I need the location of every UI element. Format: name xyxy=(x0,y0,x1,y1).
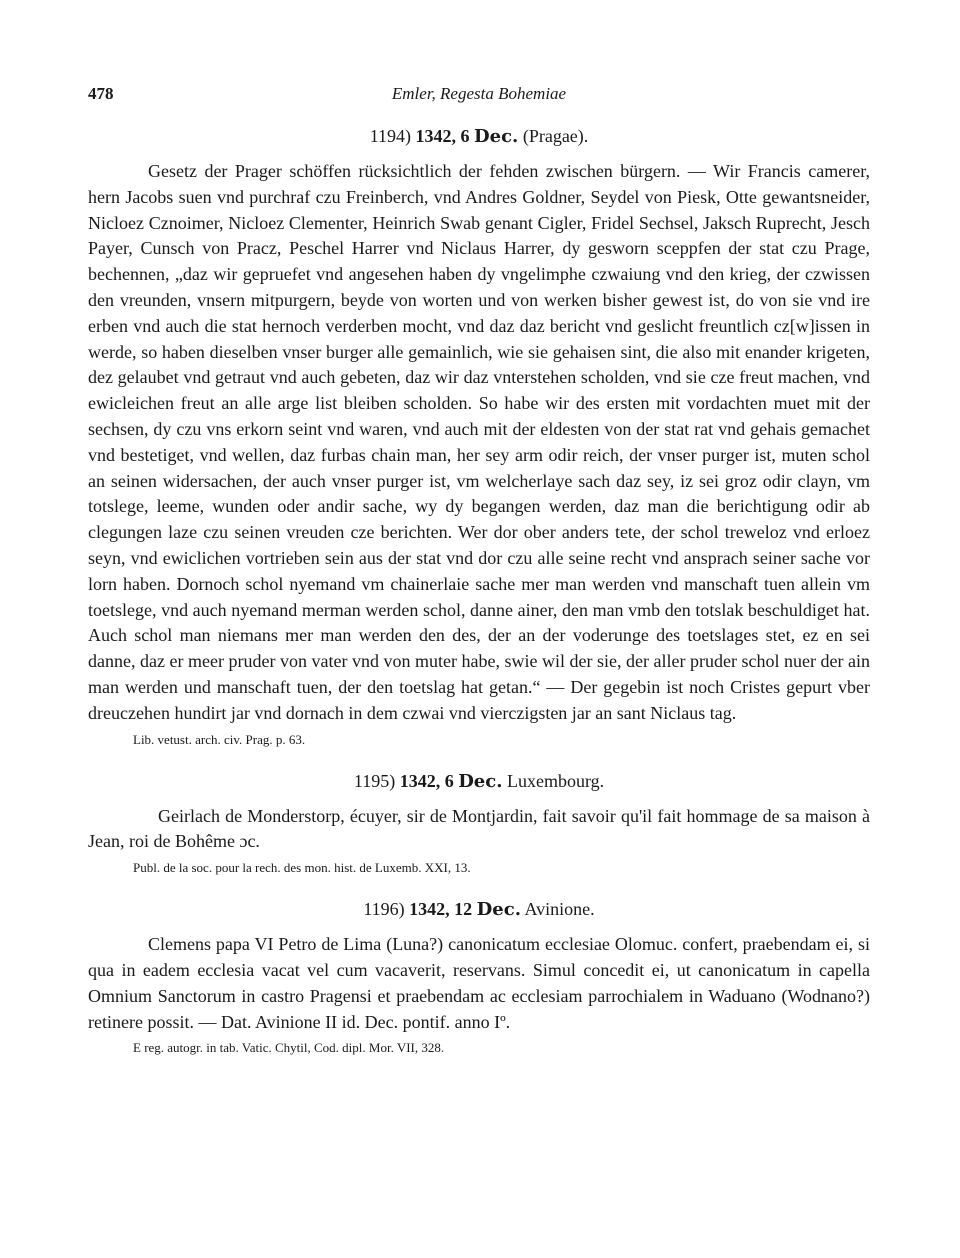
entry-number: 1196) xyxy=(363,899,405,920)
entry-text: Clemens papa VI Petro de Lima (Luna?) canonicatum ecclesiae Olomuc. confert, praebendam ei, si qua in eadem ecclesia vacat vel cum vacaverit, reservans. Simul concedit ei, ut canonicatum in capella Omnium Sanctorum in castro Pragensi et praebendam ac ecclesiam parrochialem in Waduano (Wodnano?) retinere possit. — Dat. Avinione II id. Dec. pontif. anno Iº. xyxy=(88,934,870,1032)
page-content xyxy=(88,126,870,1057)
entry-date: 1342, 6 xyxy=(399,770,454,791)
entry-place: Luxembourg. xyxy=(506,770,605,791)
entry-month: Dec. xyxy=(476,899,521,921)
running-title: Emler, Regesta Bohemiae xyxy=(391,84,567,103)
entry-place: Avinione. xyxy=(524,899,595,920)
entry-date: 1342, 12 xyxy=(409,899,473,920)
entry-text: Gesetz der Prager schöffen rücksichtlich der fehden zwischen bürgern. — Wir Francis camerer, hern Jacobs suen vnd purchraf czu Freinberch, vnd Andres Goldner, Seydel von Piesk, Otte gewantsneider, Nicloez Cznoimer, Nicloez Clementer, Heinrich Swab genant Cigler, Fridel Sechsel, Jaksch Ruprecht, Jesch Payer, Cunsch von Pracz, Peschel Harrer vnd Niclaus Harrer, dy gesworn sceppfen der stat czu Prage, bechennen, „daz wir gepruefet vnd angesehen haben dy vngelimphe czwaiung vnd den krieg, der czwissen den vreunden, vnsern mitpurgern, beyde von worten und von werken bisher gewest ist, do von sie vnd ire erben vnd auch die stat hernoch verderben mocht, vnd daz daz bericht vnd geslicht freuntlich cz[w]issen in werde, so haben dieselben vnser burger alle gemainlich, wie sie gehaisen sint, die also mit enander krigeten, dez gelaubet vnd getraut vnd auch gebeten, daz wir daz vnterstehen scholden, vnd sie cze freut machen, vnd ewicleichen freut an alle arge list bleiben scholden. So habe wir des ersten mit vordachten muet mit der sechsen, dy czu vns erkorn seint vnd waren, vnd auch mit der eldesten von der stat rat vnd gehais gemachet vnd bestetiget, vnd wellen, daz furbas chain man, her sey arm odir reich, der vnser purger ist, muten schol an seinen widersachen, der auch vnser purger ist, vm welcherlaye sach daz sey, iz sei groz odir clayn, vm totslege, leeme, wunden oder andir sache, wy dy begangen werden, daz man die berichtigung odir ab clegungen laze czu seinen vreuden cze berichten. Wer dor ober anders tete, der schol treweloz vnd erloez seyn, vnd ewiclichen vortrieben sein aus der stat vnd dor czu alle seine recht vnd ansprach seiner sache vor lorn haben. Dornoch schol nyemand vm chainerlaie sache mer man werden vnd manschaft tuen allein vm toetslege, vnd auch nyemand merman werden schol, danne ainer, den man vmb den totslak beschuldiget hat. Auch schol man niemans mer man werden den des, der an der voderunge des toetslages stet, ez en sei danne, daz er meer pruder von vater vnd von muter habe, swie wil der sie, der aller pruder schol nuer der ain man werden und manschaft tuen, der den toetslag hat getan.“ — Der gegebin ist noch Cristes gepurt vber dreuczehen hundirt jar vnd dornach in dem czwai vnd vierczigsten jar an sant Niclaus tag. xyxy=(88,161,870,723)
regest-entry-1194 xyxy=(88,126,870,749)
entry-date: 1342, 6 xyxy=(415,126,470,146)
entry-number: 1195) xyxy=(353,770,396,791)
entry-heading xyxy=(88,899,870,920)
regest-entry-1195 xyxy=(88,771,870,878)
entry-month: Dec. xyxy=(474,126,519,147)
running-head xyxy=(88,84,870,108)
entry-source: Lib. vetust. arch. civ. Prag. p. 63. xyxy=(133,731,306,747)
entry-text: Geirlach de Monderstorp, écuyer, sir de Montjardin, fait savoir qu'il fait hommage de sa maison à Jean, roi de Bohême ɔc. xyxy=(88,805,870,852)
entry-number: 1194) xyxy=(369,126,412,146)
entry-heading xyxy=(88,771,870,792)
entry-heading xyxy=(88,126,870,147)
entry-source: Publ. de la soc. pour la rech. des mon. hist. de Luxemb. XXI, 13. xyxy=(133,860,471,876)
entry-month: Dec. xyxy=(458,770,503,792)
entry-place: (Pragae). xyxy=(522,126,589,146)
entry-source: E reg. autogr. in tab. Vatic. Chytil, Cod. dipl. Mor. VII, 328. xyxy=(133,1040,445,1056)
regest-entry-1196 xyxy=(88,899,870,1057)
page-number: 478 xyxy=(88,84,114,103)
